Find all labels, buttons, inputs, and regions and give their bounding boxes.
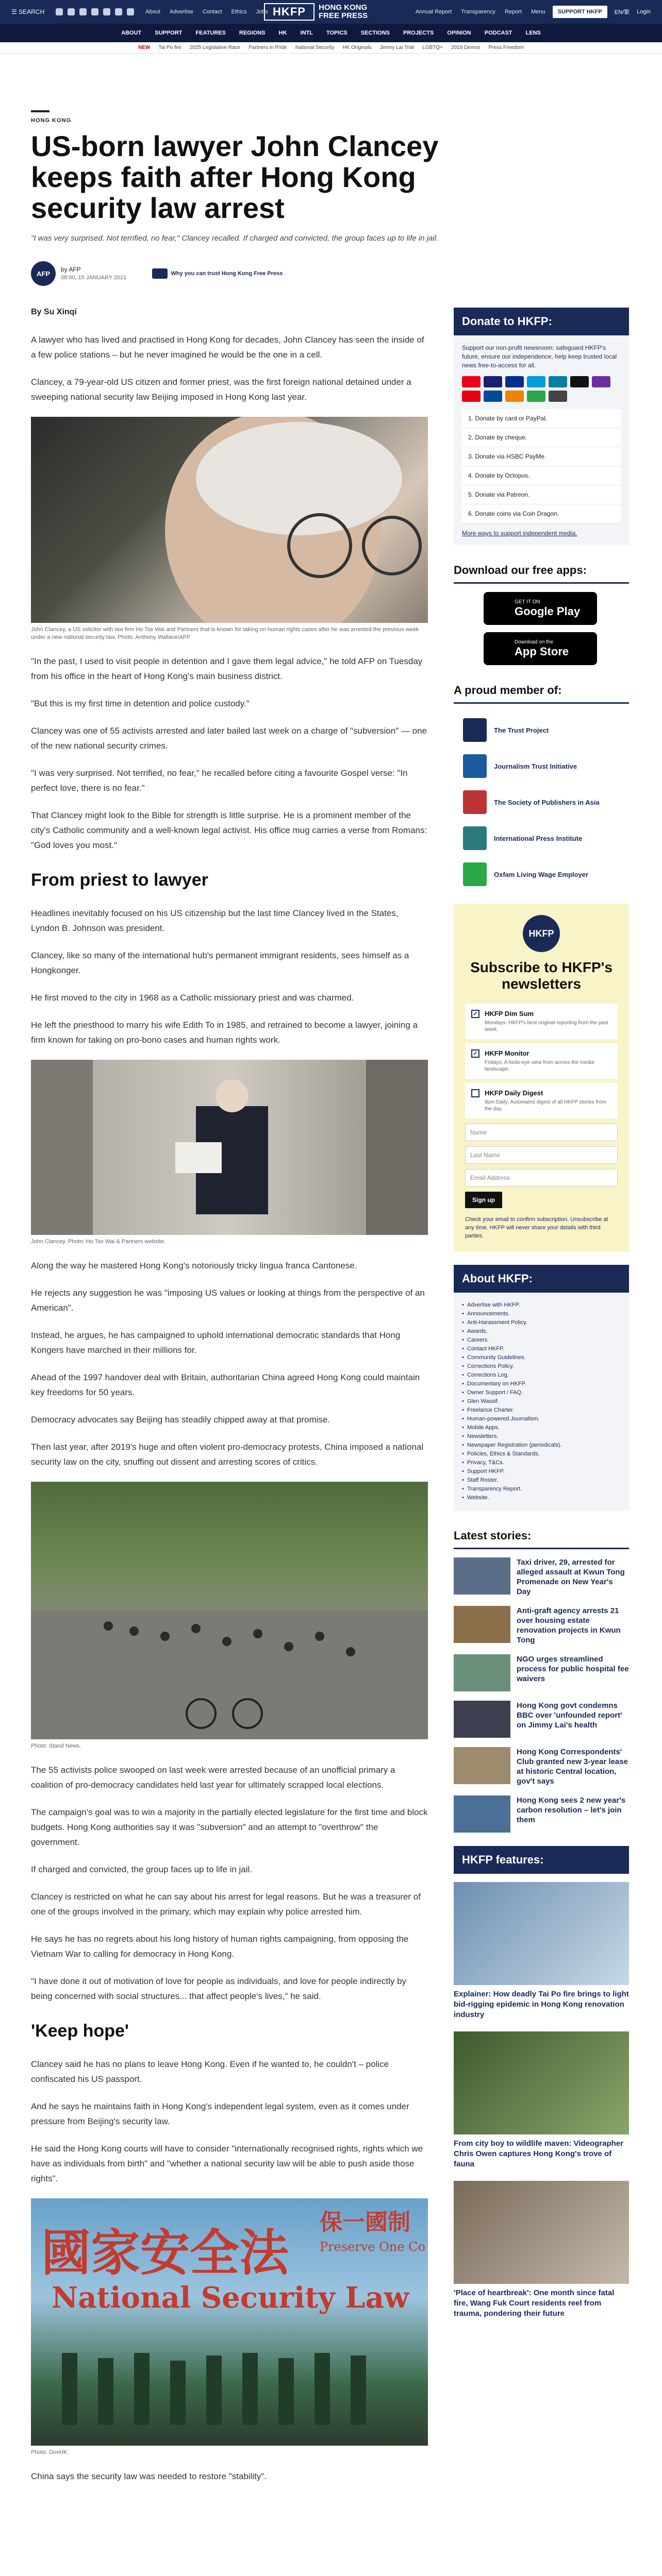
paragraph: Clancey, like so many of the international hub's permanent immigrant residents, sees himself as a Hongkonger.	[31, 951, 409, 975]
trending-item[interactable]: Tai Po fire	[158, 45, 181, 50]
patreon-icon	[505, 391, 524, 402]
login-link[interactable]: Login	[637, 9, 651, 15]
trending-item[interactable]: Press Freedom	[488, 45, 524, 50]
member-item[interactable]	[454, 856, 629, 892]
figure	[31, 1482, 428, 1750]
paragraph: That Clancey might look to the Bible for strength is little surprise. He is a prominent member of the city's Catholic community and a well-known legal activist. His office mug carries a verse from Romans: "God loves you most."	[31, 810, 427, 850]
nav-item[interactable]: OPINION	[447, 30, 471, 36]
paragraph: Headlines inevitably focused on his US citizenship but the last time Clancey lived in the States, Lyndon B. Johnson was president.	[31, 908, 399, 933]
payme-icon	[549, 376, 567, 387]
donate-option[interactable]: 6. Donate coins via Coin Dragon.	[462, 504, 621, 523]
crowd-illustration	[31, 1482, 428, 1739]
article-header	[0, 54, 608, 286]
publish-date: 08:00, 15 JANUARY 2021	[61, 275, 127, 281]
story-title: Hong Kong govt condemns BBC over 'unfounded report' on Jimmy Lai's health	[517, 1701, 622, 1730]
payment-logos	[462, 376, 621, 402]
donate-title: Donate to HKFP:	[454, 308, 629, 335]
donate-option[interactable]: 2. Donate by cheque.	[462, 428, 621, 447]
nav-item[interactable]: SECTIONS	[360, 30, 390, 36]
ethics-link[interactable]: Ethics	[231, 9, 247, 15]
linkedin-icon[interactable]	[103, 8, 110, 15]
about-link[interactable]: • Careers.	[462, 1336, 621, 1345]
newsletter-desc: 9pm Daily: Automated digest of all HKFP stories from the day.	[485, 1099, 606, 1112]
feature-item[interactable]	[454, 2031, 629, 2170]
trending-nav	[0, 42, 662, 54]
logo-line1: HONG KONG	[319, 3, 368, 12]
trust-project-icon	[463, 718, 487, 742]
rss-icon[interactable]	[127, 8, 134, 15]
member-item[interactable]	[454, 748, 629, 784]
about-link[interactable]: • Mobile Apps.	[462, 1423, 621, 1432]
about-link[interactable]: • Owner Support / FAQ.	[462, 1388, 621, 1397]
section-heading: 'Keep hope'	[31, 2021, 129, 2041]
trust-link[interactable]	[152, 268, 283, 279]
apps-title: Download our free apps:	[454, 558, 629, 584]
newsletter-title: Subscribe to HKFP's newsletters	[470, 959, 613, 992]
sopa-icon	[463, 790, 487, 814]
checkbox-icon[interactable]	[471, 1089, 479, 1097]
newsletter-option[interactable]	[465, 1083, 618, 1118]
about-link[interactable]: • Human-powered Journalism.	[462, 1415, 621, 1423]
jti-icon	[463, 754, 487, 778]
about-link[interactable]: • Contact HKFP.	[462, 1345, 621, 1353]
newsletter-note: Check your email to confirm subscription. Unsubscribe at any time. HKFP will never share your details with third parties.	[465, 1216, 608, 1239]
newsletter-option[interactable]	[465, 1043, 618, 1079]
about-link[interactable]: • Transparency Report.	[462, 1485, 621, 1494]
oxfam-icon	[463, 862, 487, 886]
paragraph: "In the past, I used to visit people in detention and I gave them legal advice," he told AFP on Tuesday from his office in the heart of Hong Kong's main business district.	[31, 656, 423, 681]
member-item[interactable]	[454, 712, 629, 748]
telegram-icon[interactable]	[115, 8, 122, 15]
jobs-link[interactable]: Jobs	[256, 9, 268, 15]
about-link[interactable]: • Awards.	[462, 1327, 621, 1336]
new-label: NEW	[138, 45, 151, 50]
newsletter-name: HKFP Dim Sum	[485, 1010, 534, 1018]
about-link[interactable]: • Corrections Log.	[462, 1371, 621, 1380]
clancey-seated-image	[31, 1060, 428, 1235]
twitter-icon[interactable]	[68, 8, 75, 15]
nav-item[interactable]: INTL	[300, 30, 313, 36]
paragraph: Democracy advocates say Beijing has steadily chipped away at that promise.	[31, 1415, 330, 1425]
about-link[interactable]: • Community Guidelines.	[462, 1353, 621, 1362]
feature-thumbnail	[454, 1882, 629, 1985]
feature-thumbnail	[454, 2181, 629, 2284]
kicker-rule	[31, 110, 49, 112]
section-heading: From priest to lawyer	[31, 870, 208, 890]
paragraph: "I was very surprised. Not terrified, no fear," he recalled before citing a favourite Gospel verse: "In perfect love, there is no fear."	[31, 768, 408, 793]
paragraph: Clancey said he has no plans to leave Hong Kong. Even if he wanted to, he couldn't – police confiscated his US passport.	[31, 2059, 389, 2084]
trending-item[interactable]: Partners in Pride	[249, 45, 287, 50]
first-name-input[interactable]: Name	[465, 1124, 618, 1141]
advertise-link[interactable]: Advertise	[169, 9, 193, 15]
sidebar	[454, 308, 629, 2496]
nav-item[interactable]: PROJECTS	[403, 30, 434, 36]
about-link[interactable]: • Advertise with HKFP.	[462, 1301, 621, 1310]
donate-option[interactable]: 5. Donate via Patreon.	[462, 485, 621, 504]
app-store-label: App Store	[515, 645, 569, 658]
banner-chinese-text: 國家安全法	[41, 2224, 289, 2282]
story-item[interactable]	[454, 1606, 629, 1645]
mastercard-icon	[462, 376, 481, 387]
report-link[interactable]: Report	[504, 9, 522, 15]
member-label: International Press Institute	[494, 834, 583, 842]
checkbox-checked-icon[interactable]: ✓	[471, 1010, 479, 1018]
seated-illustration	[31, 1060, 428, 1235]
last-name-input[interactable]: Last Name	[465, 1146, 618, 1164]
member-item[interactable]	[454, 820, 629, 856]
paragraph: He first moved to the city in 1968 as a Catholic missionary priest and was charmed.	[31, 993, 354, 1003]
about-link[interactable]: • Privacy, T&Cs.	[462, 1459, 621, 1467]
banner-english-text-2: Preserve One Co	[320, 2240, 425, 2254]
member-label: The Trust Project	[494, 726, 549, 734]
paragraph: "But this is my first time in detention and police custody."	[31, 699, 250, 708]
nav-item[interactable]: PODCAST	[484, 30, 512, 36]
paragraph: "I have done it out of motivation of love for people as individuals, and love for people indirectly by being concerned with social structures... that affect people's lives," he said.	[31, 1976, 407, 2001]
member-title: A proud member of:	[454, 679, 629, 704]
nav-item[interactable]: FEATURES	[195, 30, 226, 36]
about-link[interactable]: • Documentary on HKFP.	[462, 1380, 621, 1388]
story-title: Hong Kong Correspondents' Club granted new 3-year lease at historic Central location, gov't says	[517, 1748, 628, 1786]
alipay-icon	[592, 376, 610, 387]
article-body	[31, 308, 428, 2496]
byline	[31, 261, 608, 286]
feature-title: Explainer: How deadly Tai Po fire brings to light bid-rigging epidemic in Hong Kong renovation industry	[454, 1990, 629, 2019]
octopus-icon	[484, 391, 502, 402]
about-link[interactable]: • Support HKFP.	[462, 1467, 621, 1476]
story-thumbnail	[454, 1654, 510, 1691]
feature-item[interactable]	[454, 2181, 629, 2319]
logo-mark: HKFP	[264, 3, 315, 21]
paragraph: He said the Hong Kong courts will have to consider "internationally recognised rights, rights which we have as individuals from birth" and "whether a national security law will be able to push aside those rights".	[31, 2144, 423, 2183]
google-play-button[interactable]	[484, 592, 597, 625]
nav-item[interactable]: TOPICS	[326, 30, 347, 36]
visa-icon	[484, 376, 502, 387]
signup-button[interactable]: Sign up	[465, 1192, 502, 1208]
paragraph: The campaign's goal was to win a majority in the partially elected legislature for the first time and block budgets. Hong Kong authorities say it was "subversion" and an attempt to "overthrow" the government.	[31, 1807, 428, 1847]
story-thumbnail	[454, 1747, 510, 1784]
newsletter-name: HKFP Daily Digest	[485, 1089, 543, 1097]
paragraph: Instead, he argues, he has campaigned to uphold international democratic standards that Hong Kongers have marched in their millions for.	[31, 1330, 401, 1355]
nav-item[interactable]: REGIONS	[239, 30, 266, 36]
member-label: The Society of Publishers in Asia	[494, 798, 600, 806]
apps-widget	[454, 558, 629, 665]
ipi-icon	[463, 826, 487, 850]
about-link[interactable]: • Glen Wassif.	[462, 1397, 621, 1406]
feature-title: 'Place of heartbreak': One month since fatal fire, Wang Fuk Court residents reel from trauma, pondering their future	[454, 2289, 615, 2318]
donate-widget	[454, 308, 629, 545]
annual-report-link[interactable]: Annual Report	[415, 9, 452, 15]
paragraph: Clancey, a 79-year-old US citizen and former priest, was the first foreign national detained under a sweeping national security law Beijing imposed in Hong Kong last year.	[31, 377, 411, 402]
figure-caption: John Clancey, a US solicitor with law firm Ho Tse Wai and Partners that is known for taking on human rights cases after he was arrested the previous week under a new national security law. Photo: Anthony Wallace/AFP	[31, 626, 419, 640]
about-link[interactable]: • Newspaper Registration (periodicals).	[462, 1441, 621, 1450]
about-link[interactable]: • Newsletters.	[462, 1432, 621, 1441]
banner-english-text: National Security Law	[52, 2281, 409, 2315]
story-item[interactable]	[454, 1747, 629, 1786]
donate-option[interactable]: 4. Donate by Octopus.	[462, 466, 621, 485]
google-play-small: GET IT ON	[515, 599, 540, 605]
unionpay-icon	[462, 391, 481, 402]
amex-icon	[527, 376, 545, 387]
search-link[interactable]: ☰ SEARCH	[11, 8, 45, 15]
donate-intro[interactable]: Support our non-profit newsroom: safeguard HKFP's future, ensure our independence, help keep trusted local news free-to-access for all.	[462, 344, 617, 369]
member-label: Journalism Trust Initiative	[494, 762, 577, 770]
nav-item[interactable]: ABOUT	[121, 30, 142, 36]
figure-caption: Photo: Stand News.	[31, 1743, 81, 1749]
trending-item[interactable]: 2025 Legislative Race	[189, 45, 241, 50]
app-store-small: Download on the	[515, 639, 554, 645]
national-security-law-banner-image	[31, 2198, 428, 2446]
trending-item[interactable]: LGBTQ+	[422, 45, 443, 50]
banner-chinese-text-2: 保一國制	[320, 2209, 410, 2235]
voters-queue-image	[31, 1482, 428, 1739]
about-link[interactable]: • Announcements.	[462, 1310, 621, 1318]
story-item[interactable]	[454, 1795, 629, 1833]
figure	[31, 2198, 428, 2456]
story-item[interactable]	[454, 1654, 629, 1691]
trending-item[interactable]: 2019 Demos	[451, 45, 481, 50]
cheque-icon	[549, 391, 567, 402]
portrait-illustration	[31, 417, 428, 623]
google-play-label: Google Play	[515, 604, 581, 618]
paragraph: He says he has no regrets about his long history of human rights campaigning, from opposing the Vietnam War to calling for democracy in Hong Kong.	[31, 1934, 409, 1959]
story-title: Anti-graft agency arrests 21 over housing estate renovation projects in Kwun Tong	[517, 1606, 621, 1645]
about-link[interactable]: • Staff Roster.	[462, 1476, 621, 1485]
latest-widget	[454, 1524, 629, 1833]
latest-title: Latest stories:	[454, 1524, 629, 1549]
newsletter-option[interactable]	[465, 1004, 618, 1039]
paragraph: A lawyer who has lived and practised in Hong Kong for decades, John Clancey has seen the inside of a few police stations – but he never imagined he would be the one in a cell.	[31, 335, 424, 360]
main-nav	[0, 24, 662, 42]
menu-link[interactable]: Menu	[531, 9, 545, 15]
nav-item[interactable]: HK	[278, 30, 287, 36]
clancey-portrait-image	[31, 417, 428, 623]
trending-item[interactable]: Jimmy Lai Trial	[379, 45, 415, 50]
apple-pay-icon	[570, 376, 589, 387]
feature-item[interactable]	[454, 1882, 629, 2020]
social-links	[56, 8, 134, 15]
trending-item[interactable]: HK Originals	[342, 45, 372, 50]
about-link[interactable]: • Anti-Harassment Policy.	[462, 1318, 621, 1327]
about-link[interactable]: • Freelance Charter.	[462, 1406, 621, 1415]
paypal-icon	[505, 376, 524, 387]
feature-title: From city boy to wildlife maven: Videographer Chris Owen captures Hong Kong's trove of fauna	[454, 2139, 623, 2168]
nav-item[interactable]: SUPPORT	[155, 30, 183, 36]
facebook-icon[interactable]	[56, 8, 63, 15]
instagram-icon[interactable]	[79, 8, 87, 15]
police-line-illustration	[31, 2198, 428, 2446]
paragraph: Then last year, after 2019's huge and often violent pro-democracy protests, China imposed a national security law on the city, snuffing out dissent and arresting scores of critics.	[31, 1442, 424, 1467]
newsletter-widget	[454, 904, 629, 1251]
figure-caption: John Clancey. Photo: Ho Tse Wai & Partners website.	[31, 1239, 166, 1245]
story-item[interactable]	[454, 1701, 629, 1738]
language-toggle[interactable]: EN/繁	[614, 9, 630, 15]
about-link[interactable]: • Corrections Policy.	[462, 1362, 621, 1371]
member-item[interactable]	[454, 784, 629, 820]
logo-line2: FREE PRESS	[319, 11, 368, 20]
about-link[interactable]: About	[145, 9, 160, 15]
paragraph: Along the way he mastered Hong Kong's notoriously tricky lingua franca Cantonese.	[31, 1261, 357, 1270]
fps-icon	[527, 391, 545, 402]
youtube-icon[interactable]	[91, 8, 98, 15]
paragraph: Ahead of the 1997 handover deal with Britain, authoritarian China agreed Hong Kong could maintain key freedoms for 50 years.	[31, 1372, 420, 1397]
donate-option[interactable]: 1. Donate by card or PayPal.	[462, 409, 621, 428]
about-link[interactable]: • Website.	[462, 1494, 621, 1502]
donate-option[interactable]: 3. Donate via HSBC PayMe.	[462, 447, 621, 466]
trust-label: Why you can trust Hong Kong Free Press	[171, 270, 283, 277]
paragraph: Clancey is restricted on what he can say about his arrest for legal reasons. But he was a treasurer of one of the groups involved in the primary, which may explain why police arrested him.	[31, 1892, 421, 1917]
transparency-link[interactable]: Transparency	[461, 9, 495, 15]
paragraph: Clancey was one of 55 activists arrested and later bailed last week on a charge of "subversion" — one of the new national security crimes.	[31, 726, 427, 751]
donate-more-link[interactable]: More ways to support independent media.	[462, 530, 577, 537]
feature-thumbnail	[454, 2031, 629, 2134]
features-widget	[454, 1846, 629, 2319]
trust-icon	[152, 268, 168, 279]
paragraph: He left the priesthood to marry his wife Edith To in 1985, and retrained to become a lawyer, joining a firm known for taking on pro-bono cases and human rights work.	[31, 1020, 418, 1045]
article-author: By Su Xinqi	[31, 308, 77, 316]
figure	[31, 417, 428, 641]
newsletter-desc: Fridays: A birds-eye view from across the media landscape.	[485, 1060, 594, 1072]
newsletter-name: HKFP Monitor	[485, 1049, 529, 1057]
newsletter-logo: HKFP	[523, 915, 560, 952]
top-bar	[0, 0, 662, 24]
story-title: Taxi driver, 29, arrested for alleged assault at Kwun Tong Promenade on New Year's Day	[517, 1558, 625, 1596]
article-category[interactable]: HONG KONG	[31, 117, 72, 124]
nav-item[interactable]: LENS	[525, 30, 541, 36]
about-link[interactable]: • Policies, Ethics & Standards.	[462, 1450, 621, 1459]
app-store-button[interactable]	[484, 632, 597, 665]
story-thumbnail	[454, 1701, 510, 1738]
article-dek: "I was very surprised. Not terrified, no fear," Clancey recalled. If charged and convicted, the group faces up to life in jail.	[31, 234, 439, 243]
story-thumbnail	[454, 1557, 510, 1595]
support-button[interactable]: SUPPORT HKFP	[553, 6, 607, 18]
member-label: Oxfam Living Wage Employer	[494, 870, 589, 878]
membership-widget	[454, 679, 629, 892]
about-widget	[454, 1265, 629, 1511]
story-item[interactable]	[454, 1557, 629, 1597]
paragraph: China says the security law was needed to restore "stability".	[31, 2471, 267, 2481]
figure-caption: Photo: GovHK.	[31, 2449, 69, 2455]
paragraph: And he says he maintains faith in Hong Kong's independent legal system, even as it comes under pressure from Beijing's security law.	[31, 2102, 409, 2126]
paragraph: The 55 activists police swooped on last week were arrested because of an unofficial primary a coalition of pro-democracy candidates held last year for ultimately scrapped local elections.	[31, 1765, 395, 1790]
story-thumbnail	[454, 1795, 510, 1833]
site-logo[interactable]	[264, 3, 368, 21]
author-avatar[interactable]: AFP	[31, 261, 56, 286]
story-title: NGO urges streamlined process for public hospital fee waivers	[517, 1655, 629, 1683]
byline-author[interactable]: by AFP	[61, 266, 81, 273]
about-title: About HKFP:	[454, 1265, 629, 1293]
email-input[interactable]: Email Address	[465, 1169, 618, 1187]
features-title: HKFP features:	[454, 1846, 629, 1874]
checkbox-checked-icon[interactable]: ✓	[471, 1049, 479, 1058]
paragraph: If charged and convicted, the group faces up to life in jail.	[31, 1865, 253, 1874]
contact-link[interactable]: Contact	[202, 9, 222, 15]
newsletter-desc: Mondays: HKFP's best original reporting from the past week.	[485, 1020, 608, 1032]
paragraph: He rejects any suggestion he was "imposing US values or looking at things from the perspective of an American".	[31, 1288, 425, 1313]
article-title: US-born lawyer John Clancey keeps faith after Hong Kong security law arrest	[31, 130, 439, 224]
trending-item[interactable]: National Security	[295, 45, 335, 50]
story-title: Hong Kong sees 2 new year's carbon resolution – let's join them	[517, 1796, 626, 1824]
story-thumbnail	[454, 1606, 510, 1643]
figure	[31, 1060, 428, 1246]
